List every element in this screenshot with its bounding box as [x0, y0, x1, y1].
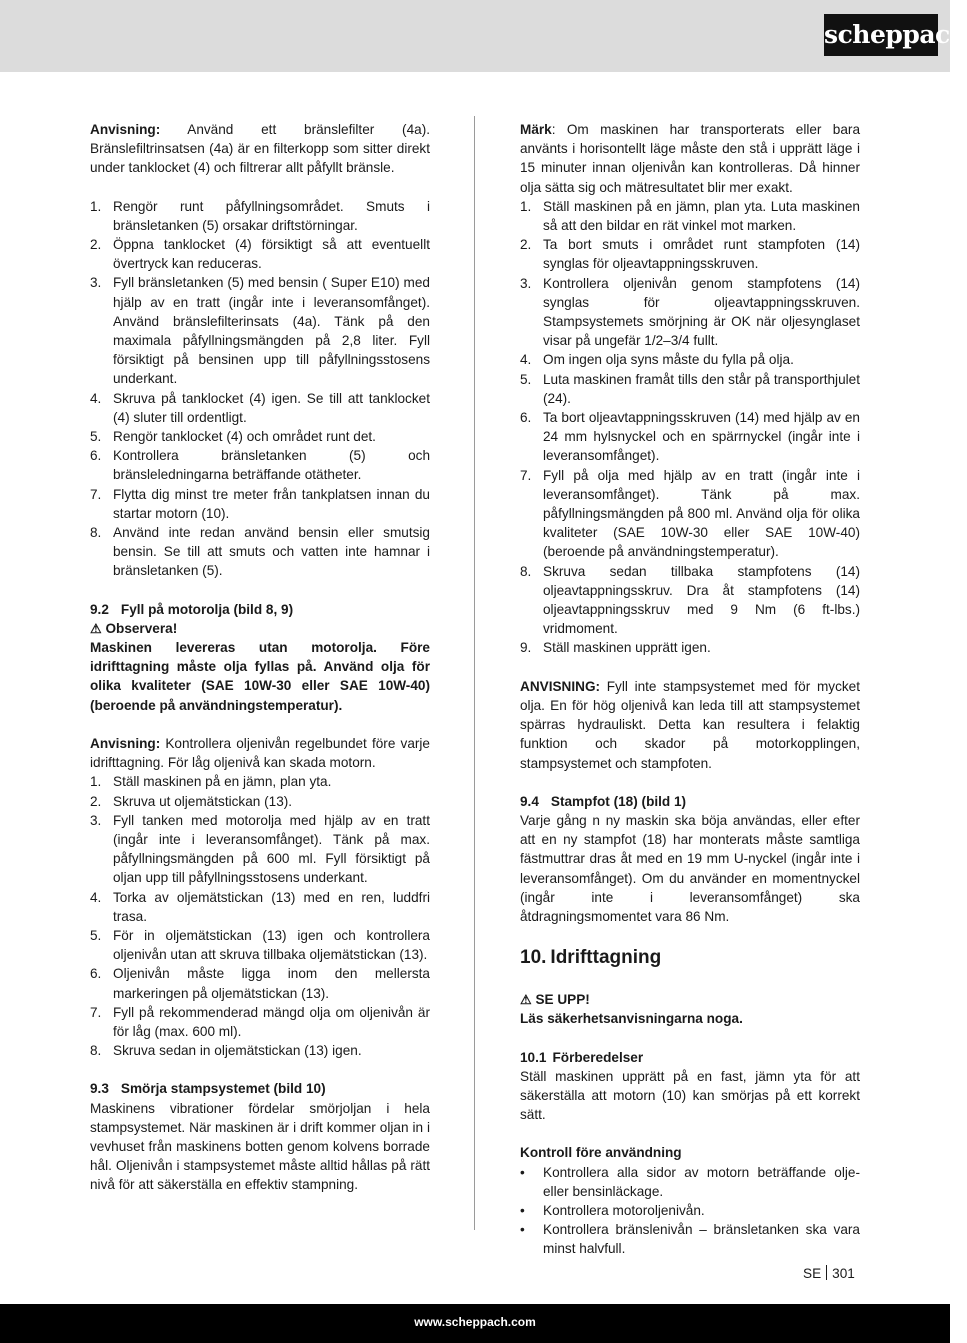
list-item — [90, 389, 430, 427]
list-item — [90, 1041, 430, 1060]
list-item-text: Ställ maskinen på en jämn, plan yta. Luta maskinen så att den bildar en rät vinkel mot marken. — [543, 198, 860, 234]
list-item-number: • — [520, 1202, 525, 1218]
list-item — [90, 197, 430, 235]
column-divider — [474, 116, 475, 1230]
header-bar — [0, 0, 967, 72]
ramming-foot-text: Varje gång n ny maskin ska böja användas, eller efter att en ny stampfot (18) har monterats måste samtliga fästmuttrar dras åt med en 19 mm U-nyckel (ingår inte i leveransomfånget). Om du använder en momentnyckel (ingår inte i leveransomfånget) ska åtdragningsmomentet vara 86 Nm. — [520, 812, 860, 924]
page-number-value: 301 — [832, 1266, 855, 1281]
list-item-number: 7. — [520, 467, 532, 483]
list-item — [90, 523, 430, 581]
list-item-text: Kontrollera alla sidor av motorn beträffande olje- eller bensinläckage. — [543, 1164, 860, 1199]
safety-instructions-text: Läs säkerhetsanvisningarna noga. — [520, 1011, 743, 1027]
list-item — [520, 408, 860, 466]
list-item-number: 8. — [90, 1043, 102, 1059]
list-item-number: • — [520, 1164, 525, 1180]
fueling-steps-list — [90, 197, 430, 581]
warning-triangle-icon: ⚠ — [520, 992, 532, 1008]
list-item-text: Ta bort smuts i området runt stampfoten (14) synglas för oljeavtappningsskruven. — [543, 237, 860, 272]
note-text: Fyll inte stampsystemet med för mycket olja. En för hög oljenivå kan leda till att stampsystemet spärras hydrauliskt. Detta kan resultera i felaktig funktion och skador på motorkopplingen, stampsystemet och stampfoten. — [520, 678, 860, 771]
list-item-text: Skruva sedan in oljemätstickan (13) igen. — [113, 1043, 362, 1059]
brand-logo: scheppach — [824, 14, 938, 56]
transport-note — [520, 120, 860, 197]
bullet-item — [520, 1201, 860, 1220]
note-label: Anvisning: — [90, 735, 161, 751]
list-item-number: 5. — [90, 927, 102, 943]
list-item-text: Öppna tanklocket (4) försiktigt så att eventuellt övertryck kan reduceras. — [113, 237, 430, 272]
list-item-number: 6. — [90, 448, 102, 464]
list-item — [520, 370, 860, 408]
list-item-number: 2. — [90, 793, 102, 809]
list-item — [90, 485, 430, 523]
rammer-oil-steps-list — [520, 197, 860, 658]
language-code: SE — [803, 1266, 822, 1281]
list-item — [90, 427, 430, 446]
list-item — [90, 446, 430, 484]
list-item-text: Ställ maskinen på en jämn, plan yta. — [113, 774, 332, 790]
list-item-number: 5. — [520, 371, 532, 387]
oil-check-note — [90, 734, 430, 772]
pre-use-check-heading: Kontroll före användning — [520, 1145, 682, 1161]
note-text: : Om maskinen har transporterats eller bara använts i horisontellt läge måste den stå i upprätt läge i 15 minuter innan oljenivån kan kontrolleras. Då hinner olja sätta sig och mätresultatet blir mer exakt. — [520, 122, 860, 195]
note-label: Anvisning: — [90, 122, 161, 137]
section-heading-9-3: 9.3 Smörja stampsystemet (bild 10) — [90, 1081, 326, 1097]
list-item-number: 1. — [520, 198, 532, 214]
list-item-number: 4. — [520, 352, 532, 368]
list-item-text: Fyll bränsletanken (5) med bensin ( Super E10) med hjälp av en tratt (ingår inte i leveransomfånget). Använd bränslefilterinsats (4a). Tänk på den maximala påfyllningsmängden på 2,8 liter. Fyll försiktigt på bensinen upp till påfyllningsstosens underkant. — [113, 275, 430, 387]
rammer-lubrication-text: Maskinens vibrationer fördelar smörjoljan i hela stampsystemet. När maskinen är i drift kommer oljan in i vevhuset från maskinens botten genom kolvens borrade hål. Oljenivån i stampsystemet måste alltid hållas på rätt nivå för att säkerställa en effektiv stampning. — [90, 1100, 430, 1193]
list-item — [520, 638, 860, 657]
list-item-text: Rengör tanklocket (4) och området runt det. — [113, 429, 376, 445]
list-item-number: 9. — [520, 640, 532, 656]
note-label: Märk — [520, 122, 552, 137]
list-item — [520, 350, 860, 369]
list-item — [90, 926, 430, 964]
left-column — [90, 120, 430, 1195]
list-item — [520, 235, 860, 273]
fuel-filter-note — [90, 120, 430, 178]
bullet-item — [520, 1220, 860, 1258]
list-item-number: 7. — [90, 1004, 102, 1020]
motor-oil-steps-list — [90, 772, 430, 1060]
list-item-number: 8. — [520, 563, 532, 579]
list-item — [520, 197, 860, 235]
right-column — [520, 120, 860, 1259]
list-item-text: Kontrollera bränsletanken (5) och bränsleledningarna beträffande otätheter. — [113, 448, 430, 483]
list-item-number: 1. — [90, 198, 102, 214]
list-item-number: 3. — [90, 812, 102, 828]
footer-bar — [0, 1304, 950, 1343]
list-item — [90, 811, 430, 888]
list-item-number: 6. — [520, 410, 532, 426]
list-item-text: Använd inte redan använd bensin eller smutsig bensin. Se till att smuts och vatten inte hamnar i bränsletanken (5). — [113, 525, 430, 579]
list-item — [520, 466, 860, 562]
list-item-text: Luta maskinen framåt tills den står på transporthjulet (24). — [543, 371, 860, 406]
list-item-text: Fyll på olja med hjälp av en tratt (ingår inte i leveransomfånget). Tänk på max. påfyllningsmängden på 800 ml. Använd olja för olika kvaliteter (SAE 10W-30 eller SAE 10W-40) (beroende på användningstemperatur). — [543, 467, 860, 560]
section-heading-9-2: 9.2 Fyll på motorolja (bild 8, 9) — [90, 601, 294, 617]
section-heading-10-1: 10.1 Förberedelser — [520, 1049, 644, 1065]
list-item-text: Fyll på rekommenderad mängd olja om oljenivån är för låg (max. 600 ml). — [113, 1004, 430, 1039]
pre-use-check-list — [520, 1163, 860, 1259]
note-text: Kontrollera oljenivån regelbundet före varje idrifttagning. För låg oljenivå kan skada motorn. — [90, 735, 430, 771]
list-item-text: Flytta dig minst tre meter från tankplatsen innan du startar motorn (10). — [113, 486, 430, 521]
list-item-number: 7. — [90, 486, 102, 502]
list-item-number: • — [520, 1222, 525, 1238]
list-item — [520, 274, 860, 351]
list-item-text: Om ingen olja syns måste du fylla på olja. — [543, 352, 794, 368]
note-text: Använd ett bränslefilter (4a). Bränslefiltrinsatsen (4a) är en filterkopp som sitter direkt under tanklocket (4) och filtrerar allt påfyllt bränsle. — [90, 122, 430, 176]
list-item-text: Ta bort oljeavtappningsskruven (14) med hjälp av en 24 mm hylsnyckel och en spärrnyckel (ingår inte i leveransomfånget). — [543, 410, 860, 464]
list-item-number: 4. — [90, 390, 102, 406]
list-item-text: För in oljemätstickan (13) igen och kontrollera oljenivån utan att skruva tillbaka oljemätstickan (13). — [113, 927, 430, 963]
list-item-text: Torka av oljemätstickan (13) med en ren, luddfri trasa. — [113, 889, 430, 924]
list-item-number: 2. — [520, 237, 532, 253]
list-item-number: 6. — [90, 966, 102, 982]
website-link[interactable]: www.scheppach.com — [414, 1315, 536, 1329]
chapter-heading-10: 10. Idrifttagning — [520, 947, 662, 969]
caution-heading: ⚠ Observera! — [90, 620, 178, 636]
note-label: ANVISNING: — [520, 678, 601, 694]
list-item-text: Kontrollera bränslenivån – bränsletanken ska vara minst halvfull. — [543, 1222, 860, 1257]
list-item — [90, 273, 430, 388]
list-item-number: 1. — [90, 774, 102, 790]
warning-triangle-icon: ⚠ — [90, 620, 102, 636]
list-item-number: 8. — [90, 525, 102, 541]
list-item-text: Ställ maskinen upprätt igen. — [543, 640, 711, 656]
list-item-text: Kontrollera oljenivån genom stampfotens (14) synglas för oljeavtappningsskruven. Stampsystemets smörjning är OK när oljesynglaset visar på ungefär 1/2–3/4 fullt. — [543, 275, 860, 349]
list-item-number: 3. — [90, 275, 102, 291]
overfill-note — [520, 677, 860, 773]
list-item-text: Rengör runt påfyllningsområdet. Smuts i bränsletanken (5) orsakar driftstörningar. — [113, 198, 430, 233]
list-item-text: Oljenivån måste ligga inom den mellersta markeringen på oljemätstickan (13). — [113, 966, 430, 1001]
oil-caution-text: Maskinen levereras utan motorolja. Före idrifttagning måste olja fyllas på. Använd olja för olika kvaliteter (SAE 10W-30 eller SAE 10W-40) (beroende på användningstemperatur). — [90, 640, 430, 713]
preparation-text: Ställ maskinen upprätt på en fast, jämn yta för att säkerställa att motorn (10) kan smörjas på ett korrekt sätt. — [520, 1068, 860, 1123]
list-item-number: 2. — [90, 237, 102, 253]
list-item-number: 4. — [90, 889, 102, 905]
list-item — [90, 772, 430, 791]
list-item — [90, 1003, 430, 1041]
section-heading-9-4: 9.4 Stampfot (18) (bild 1) — [520, 793, 687, 809]
list-item-text: Kontrollera motoroljenivån. — [543, 1202, 705, 1218]
list-item — [90, 888, 430, 926]
list-item-text: Skruva sedan tillbaka stampfotens (14) oljeavtappningsskruv. Dra åt stampfotens (14) oljeavtappningsskruv med 9 Nm (6 ft-lbs.) vridmoment. — [543, 563, 860, 637]
list-item-text: Skruva ut oljemätstickan (13). — [113, 793, 293, 809]
list-item — [90, 964, 430, 1002]
list-item — [90, 235, 430, 273]
list-item — [90, 792, 430, 811]
list-item — [520, 562, 860, 639]
list-item-text: Fyll tanken med motorolja med hjälp av en tratt (ingår inte i leveransomfånget). Tänk på max. påfyllningsmängden på 600 ml. Fyll försiktigt på oljan upp till påfyllningsstosens underkant. — [113, 812, 430, 886]
page-number — [803, 1264, 855, 1283]
list-item-number: 5. — [90, 429, 102, 445]
list-item-text: Skruva på tanklocket (4) igen. Se till att tanklocket (4) sluter till ordentligt. — [113, 390, 430, 425]
list-item-number: 3. — [520, 275, 532, 291]
bullet-item — [520, 1163, 860, 1201]
caution-heading: ⚠ SE UPP! — [520, 992, 590, 1008]
